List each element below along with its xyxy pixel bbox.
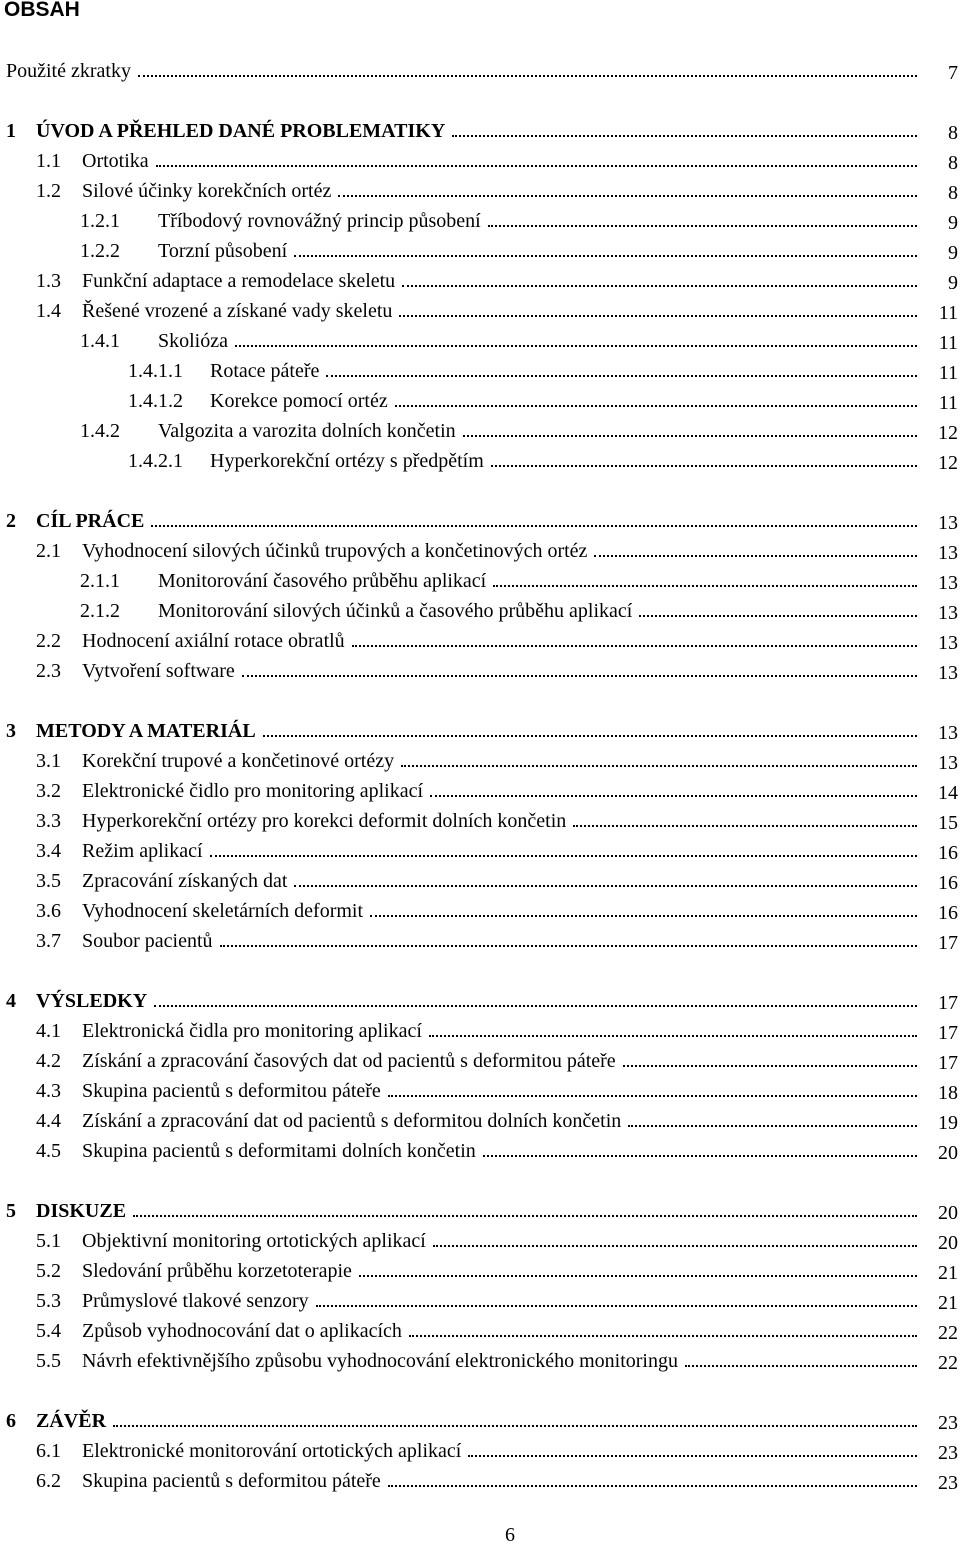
toc-entry[interactable]: [0, 986, 960, 1016]
toc-entry-page: 22: [938, 1322, 958, 1344]
toc-entry-page: 17: [938, 992, 958, 1014]
toc-entry[interactable]: [0, 1046, 960, 1076]
toc-entry-page: 12: [938, 452, 958, 474]
toc-entry-number: 3.6: [36, 900, 61, 922]
leader-dots: [138, 75, 917, 77]
toc-entry[interactable]: [0, 566, 960, 596]
toc-entry-number: 1.4: [36, 300, 61, 322]
toc-entry-page: 11: [938, 362, 958, 384]
toc-entry[interactable]: [0, 446, 960, 476]
leader-dots: [429, 1035, 917, 1037]
toc-entry[interactable]: [0, 716, 960, 746]
leader-dots: [685, 1365, 917, 1367]
leader-dots: [263, 735, 917, 737]
toc-entry-number: 1.3: [36, 270, 61, 292]
toc-entry[interactable]: [0, 1226, 960, 1256]
toc-entry-title: Rotace páteře: [210, 356, 322, 386]
toc-entry-title: METODY A MATERIÁL: [36, 716, 259, 746]
toc-entry[interactable]: [0, 416, 960, 446]
toc-entry-page: 13: [938, 512, 958, 534]
toc-entry[interactable]: [0, 1136, 960, 1166]
toc-entry-title: Sledování průběhu korzetoterapie: [82, 1256, 355, 1286]
toc-entry-page: 13: [938, 752, 958, 774]
toc-entry-number: 4.2: [36, 1050, 61, 1072]
toc-entry[interactable]: [0, 326, 960, 356]
toc-entry-page: 9: [948, 212, 958, 234]
toc-entry[interactable]: [0, 206, 960, 236]
toc-entry-title: Hyperkorekční ortézy s předpětím: [210, 446, 487, 476]
leader-dots: [491, 465, 917, 467]
toc-entry[interactable]: [0, 896, 960, 926]
leader-dots: [452, 135, 917, 137]
toc-entry[interactable]: [0, 656, 960, 686]
toc-entry-title: Objektivní monitoring ortotických aplikací: [82, 1226, 429, 1256]
toc-entry-title: Torzní působení: [158, 236, 290, 266]
toc-entry-number: 3.4: [36, 840, 61, 862]
toc-entry-number: 2.1.1: [80, 570, 120, 592]
toc-entry-page: 17: [938, 1022, 958, 1044]
toc-entry[interactable]: [0, 1016, 960, 1046]
toc-entry-title: Korekce pomocí ortéz: [210, 386, 391, 416]
toc-entry-title: Zpracování získaných dat: [82, 866, 290, 896]
leader-dots: [402, 285, 917, 287]
toc-entry-number: 4.4: [36, 1110, 61, 1132]
toc-entry-title: Režim aplikací: [82, 836, 206, 866]
toc-entry-page: 23: [938, 1442, 958, 1464]
toc-entry-title: Použité zkratky: [6, 56, 134, 86]
toc-entry-number: 5.2: [36, 1260, 61, 1282]
leader-dots: [316, 1305, 917, 1307]
leader-dots: [242, 675, 917, 677]
toc-entry-title: Získání a zpracování časových dat od pacientů s deformitou páteře: [82, 1046, 619, 1076]
leader-dots: [338, 195, 917, 197]
toc-entry[interactable]: [0, 1196, 960, 1226]
toc-entry-number: 1: [6, 120, 16, 142]
toc-entry-title: Elektronická čidla pro monitoring aplikací: [82, 1016, 425, 1046]
leader-dots: [623, 1065, 917, 1067]
toc-entry-page: 7: [948, 62, 958, 84]
toc-entry-number: 1.4.1.2: [128, 390, 183, 412]
leader-dots: [151, 525, 917, 527]
toc-entry[interactable]: [0, 806, 960, 836]
toc-entry[interactable]: [0, 866, 960, 896]
toc-entry-number: 2.3: [36, 660, 61, 682]
toc-entry-number: 1.4.1.1: [128, 360, 183, 382]
leader-dots: [628, 1125, 917, 1127]
toc-entry-title: Způsob vyhodnocování dat o aplikacích: [82, 1316, 405, 1346]
toc-entry-title: Vyhodnocení silových účinků trupových a končetinových ortéz: [82, 536, 590, 566]
toc-entry-page: 23: [938, 1412, 958, 1434]
toc-entry-number: 6: [6, 1410, 16, 1432]
toc-entry[interactable]: [0, 1316, 960, 1346]
toc-entry-page: 13: [938, 602, 958, 624]
toc-entry[interactable]: [0, 1466, 960, 1496]
toc-entry-title: Vytvoření software: [82, 656, 238, 686]
leader-dots: [154, 1005, 917, 1007]
leader-dots: [210, 855, 917, 857]
toc-entry-title: Průmyslové tlakové senzory: [82, 1286, 312, 1316]
toc-entry-number: 1.2.1: [80, 210, 120, 232]
toc-entry-title: Monitorování časového průběhu aplikací: [158, 566, 489, 596]
leader-dots: [401, 765, 917, 767]
toc-entry-title: Řešené vrozené a získané vady skeletu: [82, 296, 395, 326]
toc-entry-page: 13: [938, 632, 958, 654]
toc-entry-page: 8: [948, 122, 958, 144]
toc-entry-page: 18: [938, 1082, 958, 1104]
toc-entry-page: 12: [938, 422, 958, 444]
toc-entry[interactable]: [0, 776, 960, 806]
toc-entry-page: 23: [938, 1472, 958, 1494]
toc-entry[interactable]: [0, 56, 960, 86]
toc-entry-number: 5: [6, 1200, 16, 1222]
toc-entry-number: 5.1: [36, 1230, 61, 1252]
leader-dots: [352, 645, 917, 647]
toc-entry-title: Získání a zpracování dat od pacientů s deformitou dolních končetin: [82, 1106, 624, 1136]
toc-entry[interactable]: [0, 536, 960, 566]
toc-entry-page: 11: [938, 392, 958, 414]
toc-entry-page: 13: [938, 662, 958, 684]
toc-entry[interactable]: [0, 1286, 960, 1316]
toc-entry-number: 5.4: [36, 1320, 61, 1342]
leader-dots: [639, 615, 917, 617]
toc-heading: OBSAH: [4, 0, 80, 21]
toc-entry[interactable]: [0, 836, 960, 866]
toc-entry-title: Soubor pacientů: [82, 926, 216, 956]
toc-entry[interactable]: [0, 386, 960, 416]
toc-entry[interactable]: [0, 746, 960, 776]
toc-entry-page: 9: [948, 242, 958, 264]
toc-entry[interactable]: [0, 236, 960, 266]
toc-entry-title: VÝSLEDKY: [36, 986, 150, 1016]
toc-entry[interactable]: [0, 1346, 960, 1376]
toc-entry-page: 17: [938, 1052, 958, 1074]
leader-dots: [468, 1455, 917, 1457]
toc-entry-number: 6.1: [36, 1440, 61, 1462]
toc-entry-number: 3.2: [36, 780, 61, 802]
toc-entry-title: Hodnocení axiální rotace obratlů: [82, 626, 348, 656]
leader-dots: [433, 1245, 917, 1247]
toc-entry[interactable]: [0, 596, 960, 626]
toc-entry-number: 1.2.2: [80, 240, 120, 262]
leader-dots: [488, 225, 917, 227]
toc-entry-number: 2: [6, 510, 16, 532]
toc-entry-title: Elektronické čidlo pro monitoring aplikací: [82, 776, 426, 806]
toc-entry-number: 1.4.1: [80, 330, 120, 352]
toc-entry-number: 1.4.2.1: [128, 450, 183, 472]
toc-entry-number: 3.1: [36, 750, 61, 772]
toc-entry-page: 13: [938, 572, 958, 594]
toc-entry-title: ÚVOD A PŘEHLED DANÉ PROBLEMATIKY: [36, 116, 448, 146]
leader-dots: [388, 1485, 917, 1487]
toc-entry-number: 3.3: [36, 810, 61, 832]
toc-entry-number: 5.5: [36, 1350, 61, 1372]
toc-entry-page: 8: [948, 182, 958, 204]
toc-entry[interactable]: [0, 506, 960, 536]
toc-entry-number: 4.3: [36, 1080, 61, 1102]
toc-entry-number: 4.1: [36, 1020, 61, 1042]
toc-entry-number: 4.5: [36, 1140, 61, 1162]
toc-entry-page: 13: [938, 722, 958, 744]
toc-entry-page: 16: [938, 872, 958, 894]
toc-entry-page: 16: [938, 842, 958, 864]
leader-dots: [370, 915, 917, 917]
toc-entry[interactable]: [0, 266, 960, 296]
toc-entry-page: 21: [938, 1262, 958, 1284]
toc-entry-number: 5.3: [36, 1290, 61, 1312]
toc-entry[interactable]: [0, 926, 960, 956]
toc-entry-title: DISKUZE: [36, 1196, 129, 1226]
leader-dots: [220, 945, 917, 947]
toc-entry-page: 20: [938, 1232, 958, 1254]
toc-entry-title: Návrh efektivnějšího způsobu vyhodnocování elektronického monitoringu: [82, 1346, 681, 1376]
leader-dots: [463, 435, 917, 437]
toc-entry-title: Funkční adaptace a remodelace skeletu: [82, 266, 398, 296]
leader-dots: [113, 1425, 917, 1427]
toc-entry-number: 3: [6, 720, 16, 742]
toc-entry[interactable]: [0, 296, 960, 326]
toc-entry-page: 8: [948, 152, 958, 174]
toc-entry-page: 20: [938, 1142, 958, 1164]
toc-entry[interactable]: [0, 356, 960, 386]
toc-entry-title: Skupina pacientů s deformitou páteře: [82, 1076, 384, 1106]
toc-entry-number: 2.1.2: [80, 600, 120, 622]
toc-entry-page: 11: [938, 332, 958, 354]
toc-entry[interactable]: [0, 1106, 960, 1136]
toc-entry-title: Tříbodový rovnovážný princip působení: [158, 206, 484, 236]
toc-entry-number: 3.5: [36, 870, 61, 892]
leader-dots: [388, 1095, 917, 1097]
toc-entry-page: 17: [938, 932, 958, 954]
toc-entry[interactable]: [0, 626, 960, 656]
toc-entry[interactable]: [0, 176, 960, 206]
toc-entry-page: 15: [938, 812, 958, 834]
leader-dots: [294, 255, 917, 257]
toc-entry-title: Silové účinky korekčních ortéz: [82, 176, 334, 206]
leader-dots: [395, 405, 917, 407]
toc-entry[interactable]: [0, 1076, 960, 1106]
toc-entry-title: Korekční trupové a končetinové ortézy: [82, 746, 397, 776]
toc-entry-title: Skupina pacientů s deformitou páteře: [82, 1466, 384, 1496]
toc-entry-page: 9: [948, 272, 958, 294]
leader-dots: [359, 1275, 917, 1277]
leader-dots: [326, 375, 917, 377]
leader-dots: [430, 795, 917, 797]
toc-entry-number: 3.7: [36, 930, 61, 952]
toc-entry-page: 11: [938, 302, 958, 324]
toc-entry[interactable]: [0, 116, 960, 146]
page-number: 6: [505, 1524, 515, 1546]
toc-entry-page: 22: [938, 1352, 958, 1374]
toc-entry[interactable]: [0, 1436, 960, 1466]
leader-dots: [573, 825, 917, 827]
toc-entry-number: 2.2: [36, 630, 61, 652]
leader-dots: [235, 345, 917, 347]
toc-entry-page: 19: [938, 1112, 958, 1134]
toc-entry-page: 13: [938, 542, 958, 564]
toc-entry-number: 2.1: [36, 540, 61, 562]
toc-entry-page: 14: [938, 782, 958, 804]
toc-entry-page: 20: [938, 1202, 958, 1224]
leader-dots: [156, 165, 917, 167]
toc-entry-number: 1.2: [36, 180, 61, 202]
leader-dots: [483, 1155, 917, 1157]
toc-entry-number: 4: [6, 990, 16, 1012]
toc-entry-title: Skupina pacientů s deformitami dolních končetin: [82, 1136, 479, 1166]
toc-entry-number: 6.2: [36, 1470, 61, 1492]
toc-entry-title: Valgozita a varozita dolních končetin: [158, 416, 459, 446]
toc-entry[interactable]: [0, 146, 960, 176]
toc-entry-title: Monitorování silových účinků a časového průběhu aplikací: [158, 596, 635, 626]
toc-entry-number: 1.1: [36, 150, 61, 172]
toc-entry-title: CÍL PRÁCE: [36, 506, 147, 536]
toc-entry-title: Elektronické monitorování ortotických aplikací: [82, 1436, 464, 1466]
leader-dots: [409, 1335, 917, 1337]
toc-entry-title: Hyperkorekční ortézy pro korekci deformit dolních končetin: [82, 806, 569, 836]
leader-dots: [594, 555, 917, 557]
toc-entry-title: Skolióza: [158, 326, 231, 356]
leader-dots: [133, 1215, 917, 1217]
toc-entry[interactable]: [0, 1256, 960, 1286]
toc-entry-page: 16: [938, 902, 958, 924]
toc-entry-title: Ortotika: [82, 146, 152, 176]
toc-entry[interactable]: [0, 1406, 960, 1436]
toc-entry-page: 21: [938, 1292, 958, 1314]
leader-dots: [294, 885, 917, 887]
toc-entry-title: ZÁVĚR: [36, 1406, 109, 1436]
leader-dots: [493, 585, 917, 587]
toc-entry-number: 1.4.2: [80, 420, 120, 442]
toc-entry-title: Vyhodnocení skeletárních deformit: [82, 896, 366, 926]
leader-dots: [399, 315, 917, 317]
